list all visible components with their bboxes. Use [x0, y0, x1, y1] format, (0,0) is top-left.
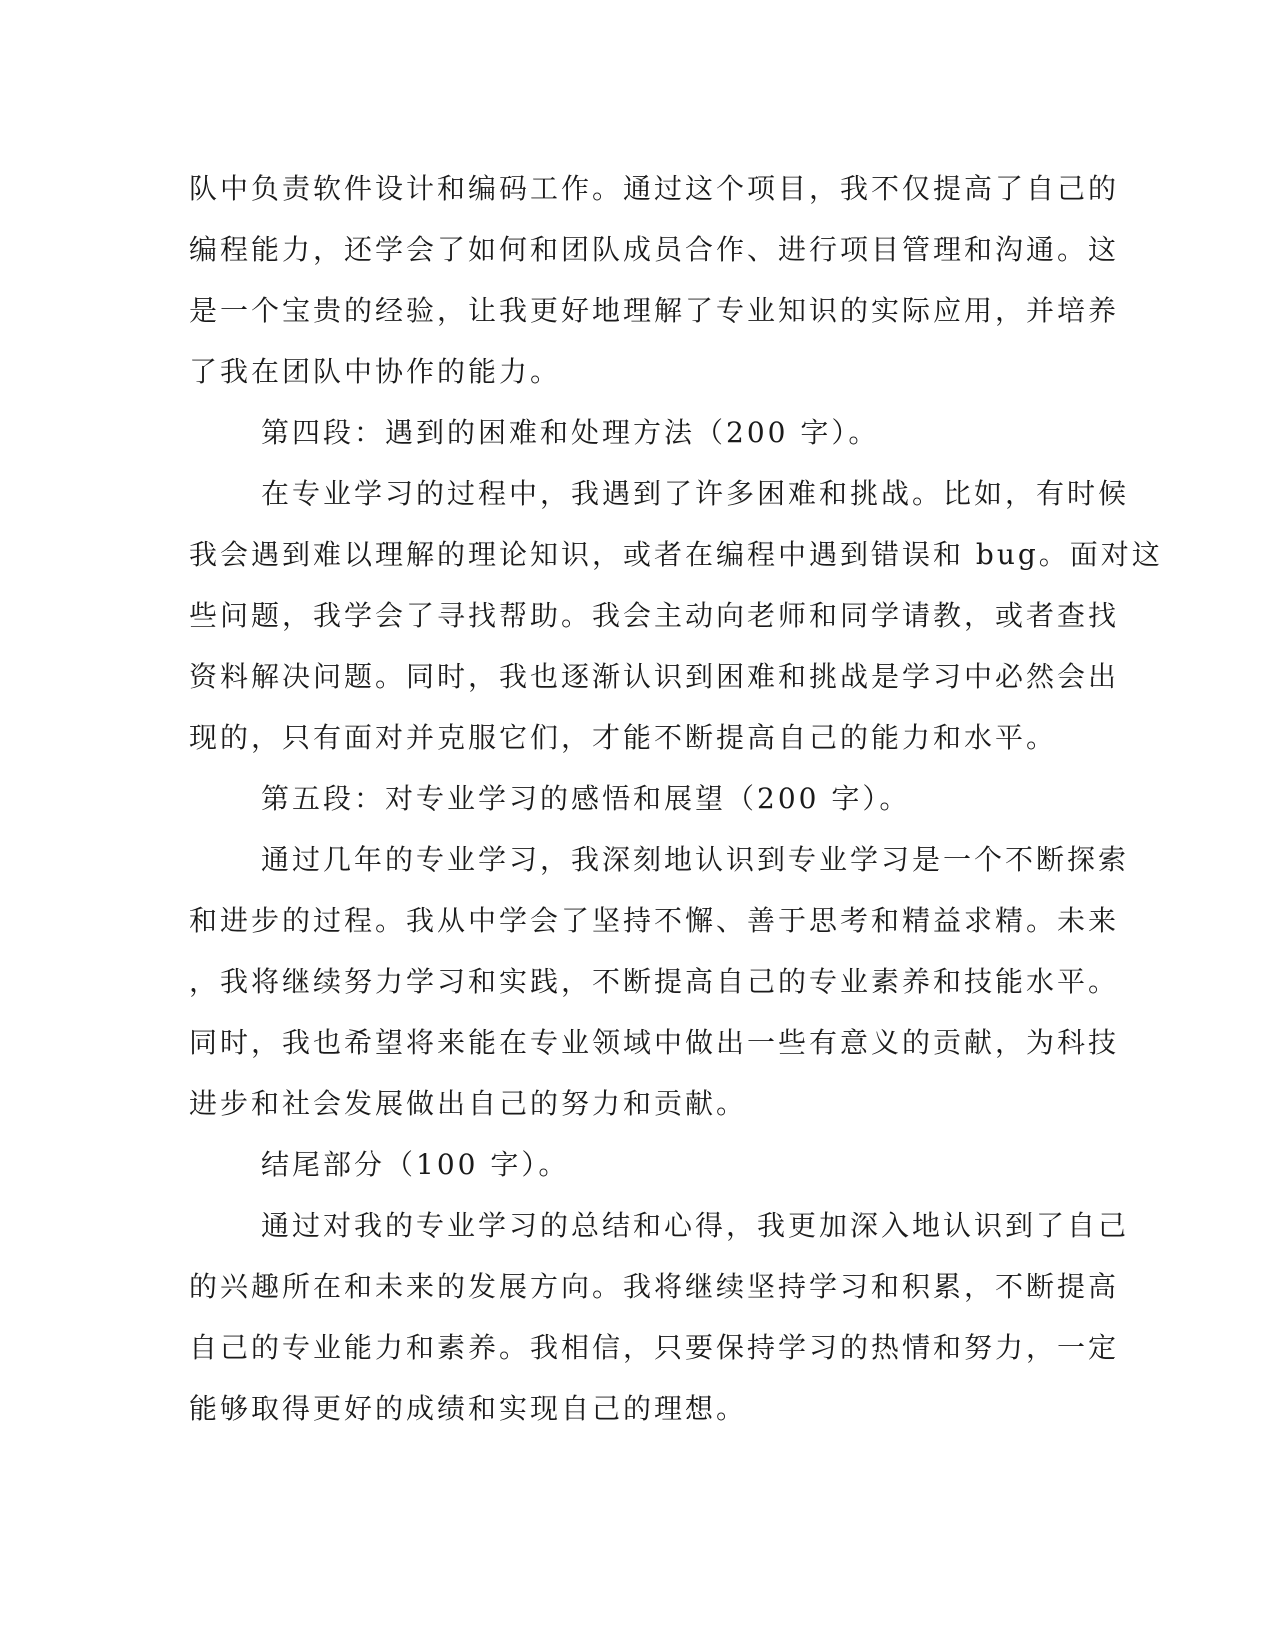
paragraph-line: 了我在团队中协作的能力。: [189, 355, 562, 388]
paragraph-line: 我会遇到难以理解的理论知识，或者在编程中遇到错误和 bug。面对这: [189, 538, 1163, 571]
paragraph-line: 同时，我也希望将来能在专业领域中做出一些有意义的贡献，为科技: [189, 1026, 1120, 1059]
paragraph-line: 在专业学习的过程中，我遇到了许多困难和挑战。比如，有时候: [261, 477, 1130, 510]
paragraph-line: 些问题，我学会了寻找帮助。我会主动向老师和同学请教，或者查找: [189, 599, 1120, 632]
paragraph-line: 通过对我的专业学习的总结和心得，我更加深入地认识到了自己: [261, 1209, 1130, 1242]
paragraph-line: 是一个宝贵的经验，让我更好地理解了专业知识的实际应用，并培养: [189, 294, 1120, 327]
paragraph-line: 能够取得更好的成绩和实现自己的理想。: [189, 1392, 748, 1425]
paragraph-line: 进步和社会发展做出自己的努力和贡献。: [189, 1087, 748, 1120]
paragraph-line: 通过几年的专业学习，我深刻地认识到专业学习是一个不断探索: [261, 843, 1130, 876]
paragraph-line: ，我将继续努力学习和实践，不断提高自己的专业素养和技能水平。: [189, 965, 1120, 998]
section-heading: 结尾部分（100 字）。: [261, 1148, 570, 1181]
section-heading: 第五段：对专业学习的感悟和展望（200 字）。: [261, 782, 911, 815]
paragraph-line: 现的，只有面对并克服它们，才能不断提高自己的能力和水平。: [189, 721, 1058, 754]
paragraph-line: 编程能力，还学会了如何和团队成员合作、进行项目管理和沟通。这: [189, 233, 1120, 266]
paragraph-line: 的兴趣所在和未来的发展方向。我将继续坚持学习和积累，不断提高: [189, 1270, 1120, 1303]
paragraph-line: 队中负责软件设计和编码工作。通过这个项目，我不仅提高了自己的: [189, 172, 1120, 205]
paragraph-line: 自己的专业能力和素养。我相信，只要保持学习的热情和努力，一定: [189, 1331, 1120, 1364]
document-body: [189, 158, 1163, 1439]
paragraph-line: 和进步的过程。我从中学会了坚持不懈、善于思考和精益求精。未来: [189, 904, 1120, 937]
section-heading: 第四段：遇到的困难和处理方法（200 字）。: [261, 416, 880, 449]
paragraph-line: 资料解决问题。同时，我也逐渐认识到困难和挑战是学习中必然会出: [189, 660, 1120, 693]
